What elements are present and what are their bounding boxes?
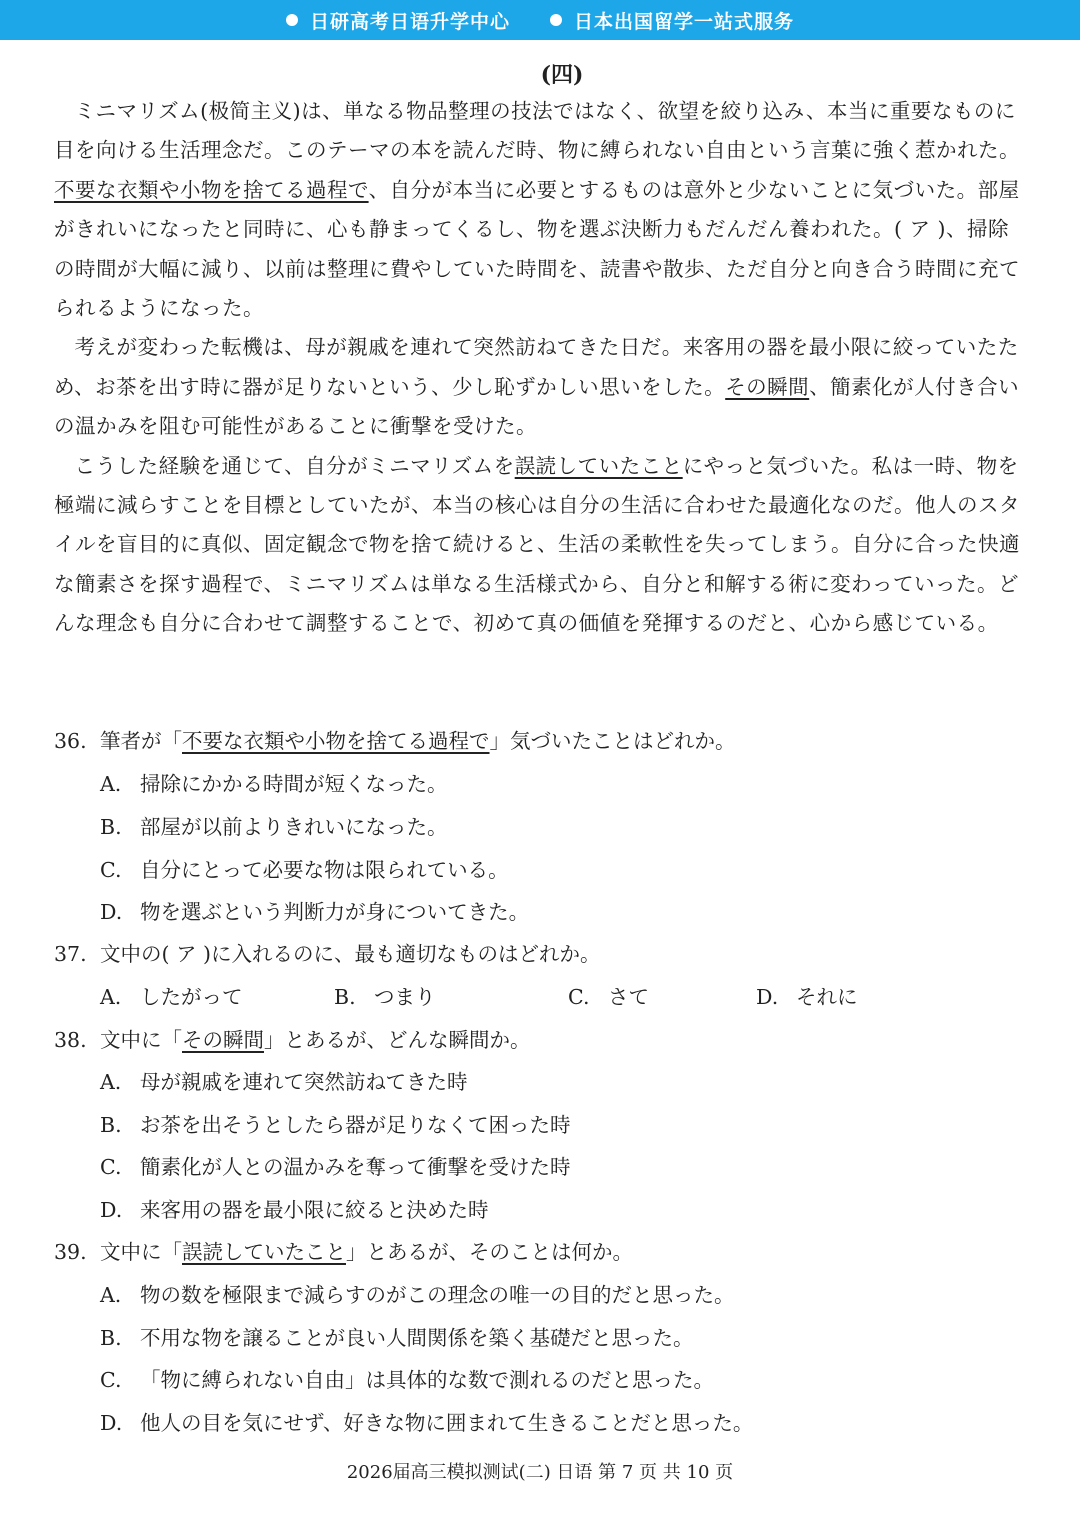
option-38-d[interactable]: D. 来客用の器を最小限に絞ると決めた時 bbox=[100, 1198, 489, 1222]
question-38: 38. 文中に「その瞬間」とあるが、どんな瞬間か。 bbox=[54, 1028, 531, 1052]
passage-paragraph-3: こうした経験を通じて、自分がミニマリズムを誤読していたことにやっと気づいた。私は一時、物を極端に減らすことを目標としていたが、本当の核心は自分の生活に合わせた最適化なのだ。他人のスタイルを盲目的に真似、固定観念で物を捨て続けると、生活の柔軟性を失ってしまう。自分に合った快適な簡素さを探す過程で、ミニマリズムは単なる生活様式から、自分と和解する術に変わっていった。どんな理念も自分に合わせて調整することで、初めて真の価値を発揮するのだと、心から感じている。 bbox=[54, 453, 1020, 636]
underlined-phrase: 誤読していたこと bbox=[514, 453, 683, 478]
question-39: 39. 文中に「誤読していたこと」とあるが、そのことは何か。 bbox=[54, 1240, 633, 1264]
underlined-phrase: その瞬間 bbox=[725, 374, 810, 399]
option-36-c[interactable]: C. 自分にとって必要な物は限られている。 bbox=[100, 858, 509, 882]
question-number: 37. bbox=[54, 942, 87, 966]
option-37-d[interactable]: D. それに bbox=[756, 985, 858, 1009]
bullet-dot-icon bbox=[550, 14, 562, 26]
option-36-b[interactable]: B. 部屋が以前よりきれいになった。 bbox=[100, 815, 448, 839]
banner-text: 日本出国留学一站式服务 bbox=[574, 10, 795, 33]
header-banner bbox=[0, 0, 1080, 40]
passage-paragraph-1: ミニマリズム(极简主义)は、単なる物品整理の技法ではなく、欲望を絞り込み、本当に重要なものに目を向ける生活理念だ。このテーマの本を読んだ時、物に縛られない自由という言葉に強く惹かれた。不要な衣類や小物を捨てる過程で、自分が本当に必要とするものは意外と少ないことに気づいた。部屋がきれいになったと同時に、心も静まってくるし、物を選ぶ決断力もだんだん養われた。( ア )、掃除の時間が大幅に減り、以前は整理に費やしていた時間を、読書や散歩、ただ自分と向き合う時間に充てられるようになった。 bbox=[54, 99, 1020, 321]
reading-passage bbox=[54, 92, 1028, 644]
page-footer: 2026届高三模拟测试(二) 日语 第 7 页 共 10 页 bbox=[346, 1462, 734, 1483]
question-36: 36. 筆者が「不要な衣類や小物を捨てる過程で」気づいたことはどれか。 bbox=[54, 729, 736, 753]
question-37: 37. 文中の( ア )に入れるのに、最も適切なものはどれか。 bbox=[54, 942, 601, 966]
bullet-dot-icon bbox=[286, 14, 298, 26]
banner-text: 日研高考日语升学中心 bbox=[309, 10, 510, 33]
option-37-c[interactable]: C. さて bbox=[568, 985, 649, 1009]
option-39-a[interactable]: A. 物の数を極限まで減らすのがこの理念の唯一の目的だと思った。 bbox=[100, 1283, 735, 1307]
section-title: (四) bbox=[540, 62, 584, 88]
option-37-a[interactable]: A. したがって bbox=[100, 985, 243, 1009]
underlined-phrase: 不要な衣類や小物を捨てる過程で bbox=[54, 177, 369, 202]
option-36-d[interactable]: D. 物を選ぶという判断力が身についてきた。 bbox=[100, 900, 530, 924]
passage-paragraph-2: 考えが変わった転機は、母が親戚を連れて突然訪ねてきた日だ。来客用の器を最小限に絞っていたため、お茶を出す時に器が足りないという、少し恥ずかしい思いをした。その瞬間、簡素化が人付き合いの温かみを阻む可能性があることに衝撃を受けた。 bbox=[54, 335, 1020, 439]
option-39-b[interactable]: B. 不用な物を譲ることが良い人間関係を築く基礎だと思った。 bbox=[100, 1326, 694, 1350]
option-38-b[interactable]: B. お茶を出そうとしたら器が足りなくて困った時 bbox=[100, 1113, 571, 1137]
option-39-d[interactable]: D. 他人の目を気にせず、好きな物に囲まれて生きることだと思った。 bbox=[100, 1411, 754, 1435]
banner-item-1 bbox=[286, 7, 510, 34]
question-number: 39. bbox=[54, 1240, 87, 1264]
option-38-a[interactable]: A. 母が親戚を連れて突然訪ねてきた時 bbox=[100, 1070, 468, 1094]
option-38-c[interactable]: C. 簡素化が人との温かみを奪って衝撃を受けた時 bbox=[100, 1155, 571, 1179]
option-36-a[interactable]: A. 掃除にかかる時間が短くなった。 bbox=[100, 772, 448, 796]
option-37-b[interactable]: B. つまり bbox=[334, 985, 436, 1009]
option-39-c[interactable]: C. 「物に縛られない自由」は具体的な数で測れるのだと思った。 bbox=[100, 1368, 714, 1392]
question-number: 36. bbox=[54, 729, 87, 753]
question-number: 38. bbox=[54, 1028, 87, 1052]
banner-item-2 bbox=[550, 7, 794, 34]
